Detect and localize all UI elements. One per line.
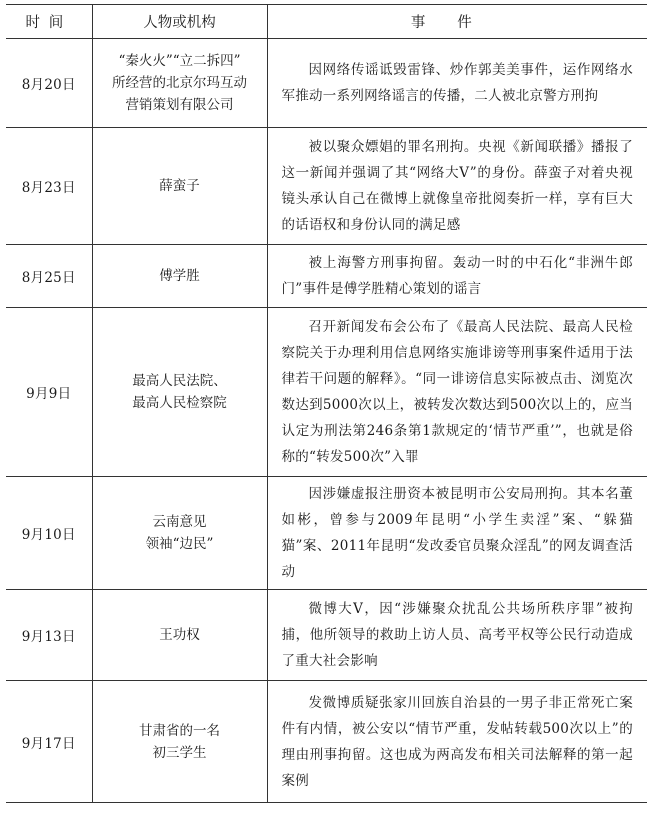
table-row bbox=[6, 681, 647, 803]
who-cell: 傅学胜 bbox=[92, 245, 267, 308]
table-row bbox=[6, 245, 647, 308]
event-cell: 发微博质疑张家川回族自治县的一男子非正常死亡案件有内情，被公安以“情节严重，发帖转载500次以上”的理由刑事拘留。这也成为两高发布相关司法解释的第一起案例 bbox=[267, 681, 647, 803]
date-cell: 8月25日 bbox=[6, 245, 92, 308]
header-who: 人物或机构 bbox=[92, 5, 267, 39]
event-cell: 被上海警方刑事拘留。轰动一时的中石化“非洲牛郎门”事件是傅学胜精心策划的谣言 bbox=[267, 245, 647, 308]
header-time: 时间 bbox=[6, 5, 92, 39]
who-cell: 最高人民法院、 最高人民检察院 bbox=[92, 308, 267, 477]
events-table bbox=[6, 4, 647, 803]
date-cell: 9月10日 bbox=[6, 477, 92, 590]
who-cell: 薛蛮子 bbox=[92, 128, 267, 245]
table-row bbox=[6, 308, 647, 477]
table-row bbox=[6, 128, 647, 245]
table-row bbox=[6, 477, 647, 590]
event-cell: 召开新闻发布会公布了《最高人民法院、最高人民检察院关于办理利用信息网络实施诽谤等刑事案件适用于法律若干问题的解释》。“同一诽谤信息实际被点击、浏览次数达到5000次以上，被转发次数达到500次以上的，应当认定为刑法第246条第1款规定的‘情节严重’”，也就是俗称的“转发500次”入罪 bbox=[267, 308, 647, 477]
header-event: 事件 bbox=[267, 5, 647, 39]
date-cell: 9月13日 bbox=[6, 590, 92, 681]
date-cell: 8月23日 bbox=[6, 128, 92, 245]
who-cell: “秦火火”“立二拆四” 所经营的北京尔玛互动 营销策划有限公司 bbox=[92, 39, 267, 128]
date-cell: 9月9日 bbox=[6, 308, 92, 477]
table-header-row bbox=[6, 5, 647, 39]
event-cell: 微博大V，因“涉嫌聚众扰乱公共场所秩序罪”被拘捕，他所领导的救助上访人员、高考平权等公民行动造成了重大社会影响 bbox=[267, 590, 647, 681]
who-cell: 王功权 bbox=[92, 590, 267, 681]
event-cell: 因网络传谣诋毁雷锋、炒作郭美美事件，运作网络水军推动一系列网络谣言的传播，二人被北京警方刑拘 bbox=[267, 39, 647, 128]
event-cell: 被以聚众嫖娼的罪名刑拘。央视《新闻联播》播报了这一新闻并强调了其“网络大V”的身份。薛蛮子对着央视镜头承认自己在微博上就像皇帝批阅奏折一样，享有巨大的话语权和身份认同的满足感 bbox=[267, 128, 647, 245]
table-row bbox=[6, 590, 647, 681]
table-row bbox=[6, 39, 647, 128]
who-cell: 云南意见 领袖“边民” bbox=[92, 477, 267, 590]
date-cell: 9月17日 bbox=[6, 681, 92, 803]
event-cell: 因涉嫌虚报注册资本被昆明市公安局刑拘。其本名董如彬，曾参与2009年昆明“小学生卖淫”案、“躲猫猫”案、2011年昆明“发改委官员聚众淫乱”的网友调查活动 bbox=[267, 477, 647, 590]
date-cell: 8月20日 bbox=[6, 39, 92, 128]
who-cell: 甘肃省的一名 初三学生 bbox=[92, 681, 267, 803]
